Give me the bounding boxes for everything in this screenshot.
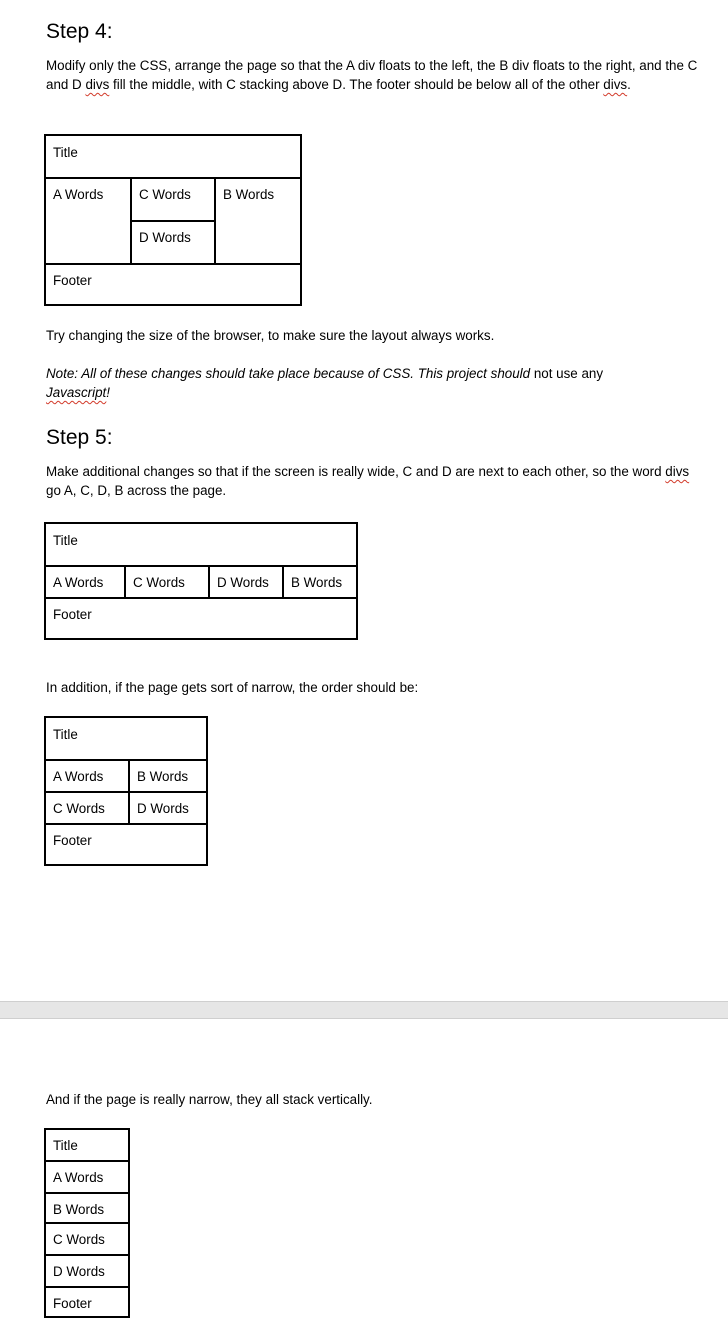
spellcheck-word: divs [85, 77, 110, 92]
step5-heading: Step 5: [46, 426, 113, 449]
a-div: A Words [44, 177, 132, 265]
resize-instruction: Try changing the size of the browser, to make sure the layout always works. [46, 328, 495, 343]
spellcheck-word: divs [665, 464, 690, 479]
narrow-intro: In addition, if the page gets sort of narrow, the order should be: [46, 680, 419, 695]
c-div: C Words [44, 791, 130, 825]
step5-instructions: Make additional changes so that if the screen is really wide, C and D are next to each other, so the word divs go A, C, D, B across the page. [46, 464, 690, 498]
step4-heading: Step 4: [46, 20, 113, 43]
b-div: B Words [128, 759, 208, 793]
page-break [0, 1001, 728, 1019]
spellcheck-word: divs [603, 77, 628, 92]
note: Note: All of these changes should take place because of CSS. This project should not use any Javascript! [46, 366, 604, 400]
title-div: Title [44, 1128, 130, 1162]
footer-div: Footer [44, 263, 302, 306]
b-div: B Words [44, 1192, 130, 1224]
d-div: D Words [128, 791, 208, 825]
b-div: B Words [282, 565, 358, 599]
b-div: B Words [214, 177, 302, 265]
very-narrow-intro: And if the page is really narrow, they all stack vertically. [46, 1092, 373, 1107]
a-div: A Words [44, 1160, 130, 1194]
a-div: A Words [44, 565, 126, 599]
a-div: A Words [44, 759, 130, 793]
c-div: C Words [130, 177, 216, 222]
c-div: C Words [44, 1222, 130, 1256]
d-div: D Words [130, 220, 216, 265]
d-div: D Words [208, 565, 284, 599]
d-div: D Words [44, 1254, 130, 1288]
step4-instructions: Modify only the CSS, arrange the page so that the A div floats to the left, the B div floats to the right, and the C and D divs fill the middle, with C stacking above D. The footer should be below all of the other divs. [46, 58, 698, 92]
title-div: Title [44, 716, 208, 761]
spellcheck-word: Javascript [46, 385, 107, 400]
c-div: C Words [124, 565, 210, 599]
title-div: Title [44, 522, 358, 567]
footer-div: Footer [44, 597, 358, 640]
footer-div: Footer [44, 1286, 130, 1318]
footer-div: Footer [44, 823, 208, 866]
title-div: Title [44, 134, 302, 179]
